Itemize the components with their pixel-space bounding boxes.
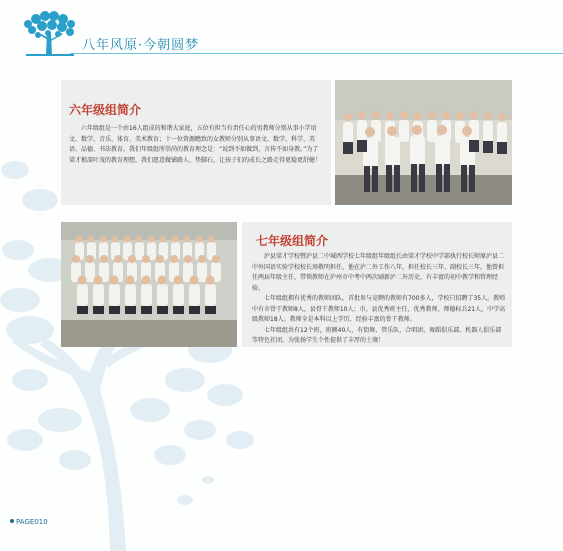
grade7-panel bbox=[242, 222, 512, 347]
grade6-panel bbox=[61, 80, 331, 205]
grade7-paragraph: 泸县梁才学校暨泸县二中城西学校七年级组年级组长由梁才学校中学部执行校长师原泸县二中外国语实验学校校长周敬明担任，他在泸二外工作八年，担任校长三年、副校长三年。他曾担任两届年级主任，带领教师在泸州市中考中两次刷新泸二外历史，有丰富的初中教学和管理经验。 bbox=[252, 253, 505, 292]
grade6-body: 六年级组是一个由16人组成的和谐大家庭，五位有担当有责任心的男教师分别从事小学语文、数学、音乐、体育、美术教育；十一位资源瞻致的女教师分别从事语文、数学、科学、英语、品德、书法教育。我们年级组所崇尚的教育理念是：“说到不如做到，言传不如身教。”为了梁才根深叶茂的教育理想，我们愿意做铺路人、垫脚石，让孩子们的成长之路走得更稳更舒健！ bbox=[69, 125, 322, 164]
grade7-body bbox=[252, 252, 506, 347]
grade6-heading: 六年级组简介 bbox=[69, 103, 142, 117]
tree-logo-icon bbox=[18, 10, 80, 58]
grade6-group-photo bbox=[335, 80, 512, 205]
header-title: 八年风原·今朝圆梦 bbox=[82, 38, 200, 53]
bullet-icon bbox=[10, 519, 14, 523]
grade7-heading: 七年级组简介 bbox=[256, 234, 329, 248]
grade7-paragraph: 七年级组拥有优秀的教师团队。首批参与竞聘的教师有700多人，学校只招聘了35人。教师中有市骨干教师8人，县骨干教师10人；市、县优秀班主任、优秀教师、师德标兵21人，中学高级教师18人。教师全是本科以上学历、经验丰富的骨干教师。 bbox=[252, 295, 506, 323]
header-divider bbox=[70, 53, 563, 54]
grade7-paragraph: 七年级组共有12个班，班额40人，有街舞、管乐队、合唱团、舞蹈俱乐部、机器人俱乐部等特色社团，为张扬学生个性提供了丰厚的土壤！ bbox=[252, 326, 502, 344]
grade7-group-photo bbox=[61, 222, 237, 347]
page-number-label: PAGE010 bbox=[16, 518, 48, 526]
page-number bbox=[10, 518, 48, 526]
